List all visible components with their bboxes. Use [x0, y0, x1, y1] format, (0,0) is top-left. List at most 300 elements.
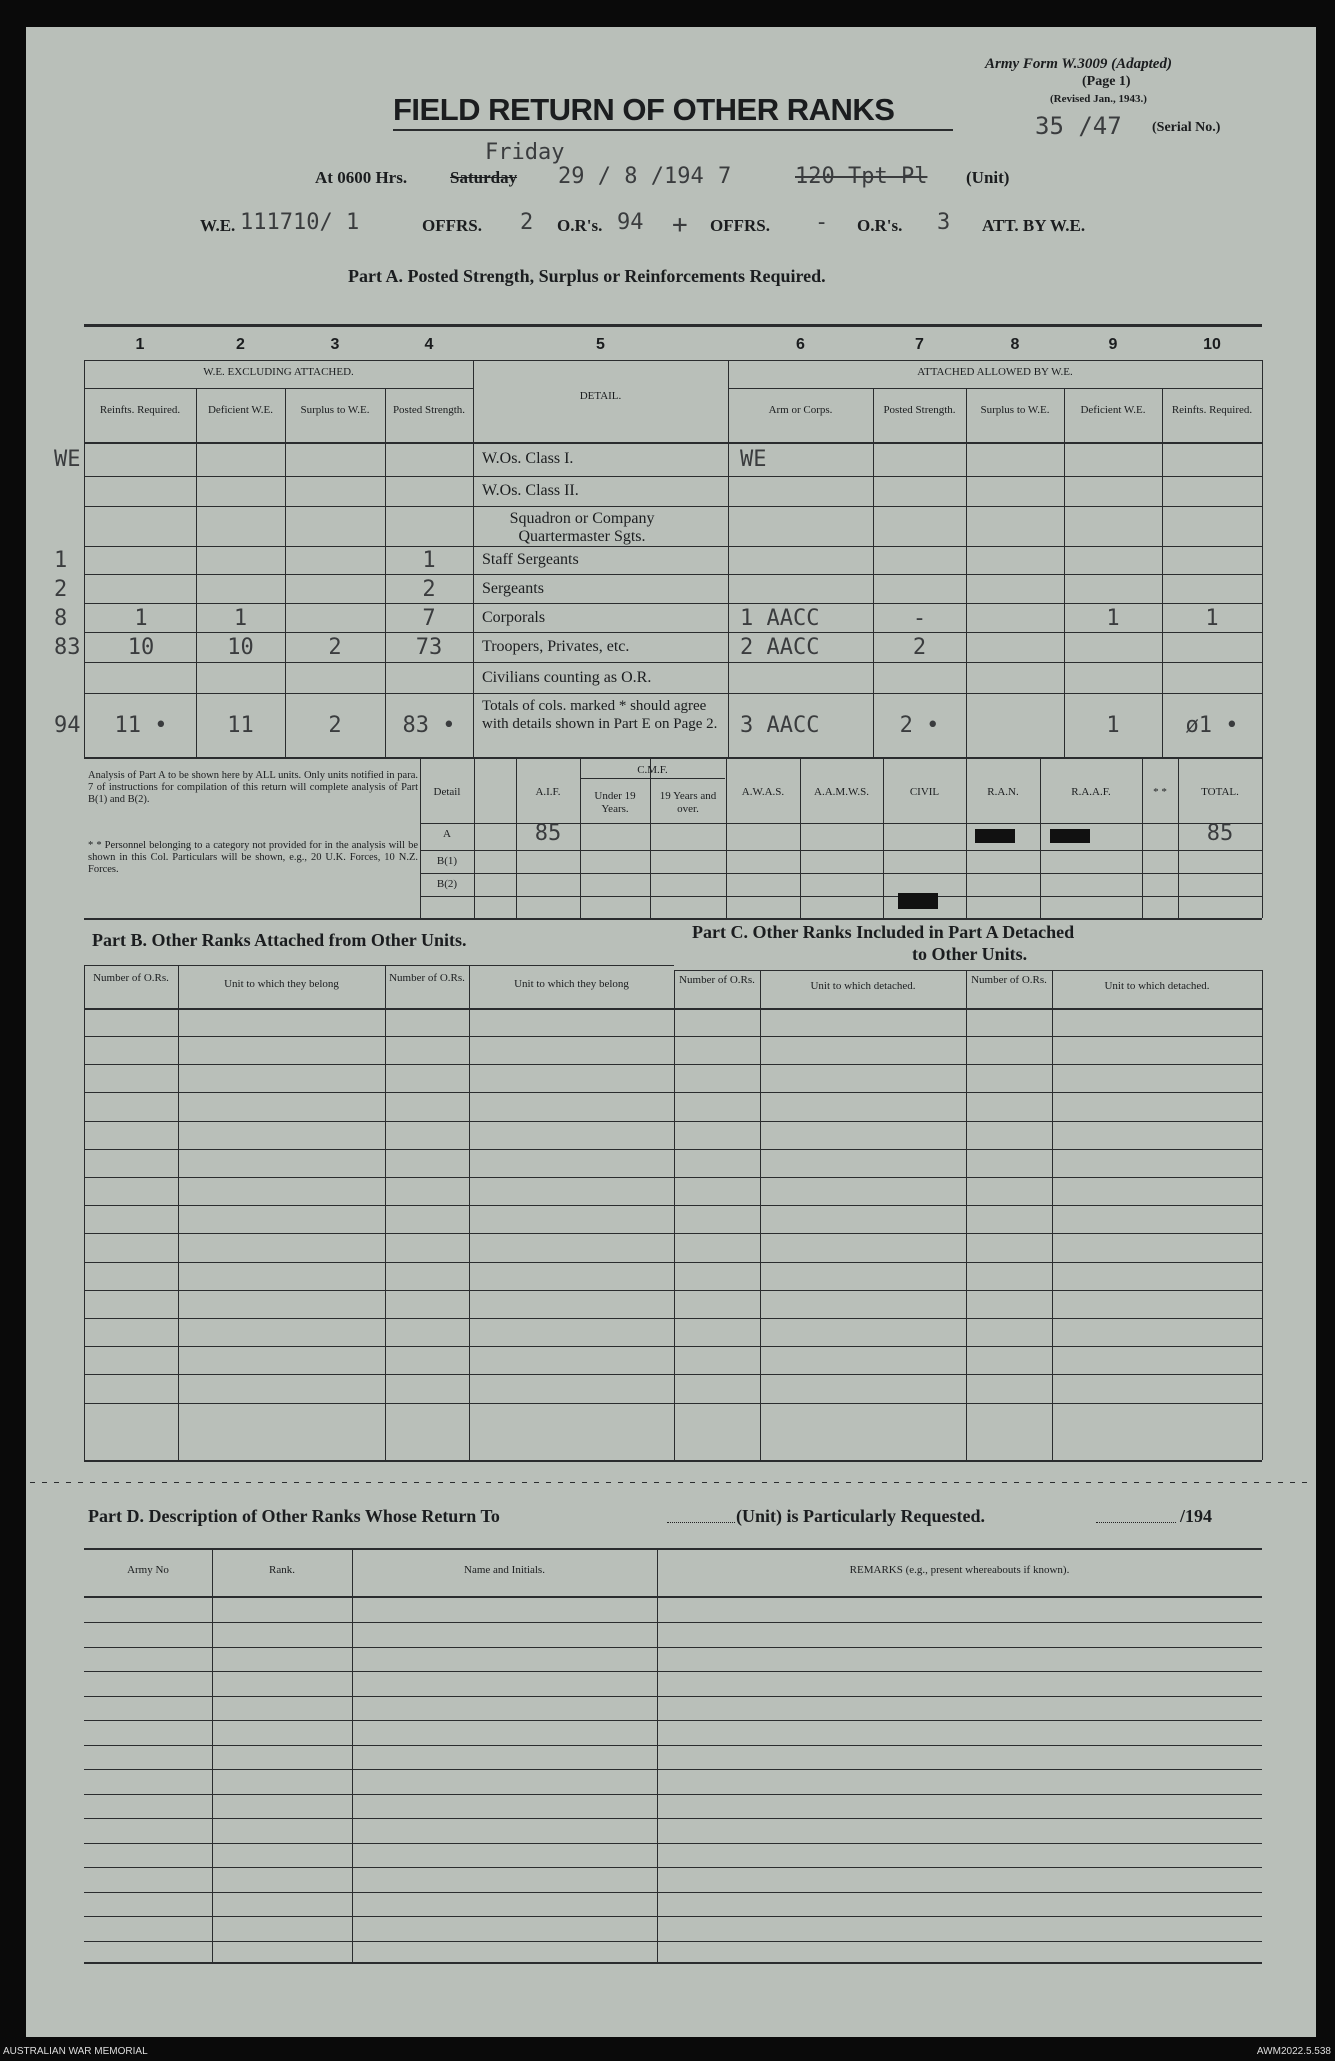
att-posted-cell: - — [912, 605, 927, 631]
posted-cell: 73 — [415, 635, 443, 660]
perforation-mark — [870, 1482, 875, 1483]
analysis-note: Analysis of Part A to be shown here by ALL units. Only units notified in para. 7 of instructions for compilation of this return will complete analysis of Part B(1) and B(2). — [88, 770, 418, 805]
group-header-attached: ATTACHED ALLOWED BY W.E. — [917, 366, 1073, 378]
column-rule — [1064, 388, 1065, 757]
perforation-mark — [582, 1482, 587, 1483]
detail-row-label: Troopers, Privates, etc. — [482, 638, 630, 655]
detail-row-label: Corporals — [482, 608, 546, 626]
revised-note: (Revised Jan., 1943.) — [1050, 93, 1147, 105]
part-bc-row-rule — [84, 1177, 1262, 1178]
column-number: 7 — [915, 336, 924, 353]
analysis-header: * * — [1153, 786, 1167, 798]
analysis-col-rule — [580, 757, 581, 918]
analysis-bottom-rule — [84, 918, 1262, 920]
part-d-header-rule — [84, 1596, 1262, 1598]
perforation-mark — [990, 1482, 995, 1483]
perforation-mark — [1206, 1482, 1211, 1483]
part-bc-col-rule — [674, 970, 675, 1460]
part-d-date: /194 — [1180, 1506, 1213, 1526]
we-total-cell: 83 — [54, 635, 81, 660]
page-title: FIELD RETURN OF OTHER RANKS — [393, 92, 895, 127]
perforation-mark — [774, 1482, 779, 1483]
part-c-title: Part C. Other Ranks Included in Part A Detached — [692, 922, 1075, 942]
perforation-mark — [174, 1482, 179, 1483]
att-posted-cell: 2 • — [899, 713, 940, 738]
part-bc-row-rule — [84, 1092, 1262, 1093]
att-reinfts-cell: ø1 • — [1185, 713, 1239, 738]
deficient-cell: 11 — [227, 713, 254, 738]
part-d-row-rule — [84, 1941, 1262, 1942]
perforation-mark — [810, 1482, 815, 1483]
column-number: 2 — [236, 336, 245, 353]
row-rule — [84, 693, 1262, 694]
perforation-mark — [54, 1482, 59, 1483]
analysis-col-rule — [726, 757, 727, 918]
part-b-title: Part B. Other Ranks Attached from Other Units. — [92, 930, 467, 950]
page-number: (Page 1) — [1082, 74, 1131, 89]
detail-row-label: W.Os. Class I. — [482, 450, 574, 467]
perforation-mark — [822, 1482, 827, 1483]
perforation-mark — [510, 1482, 515, 1483]
perforation-mark — [450, 1482, 455, 1483]
perforation-mark — [1254, 1482, 1259, 1483]
perforation-mark — [1026, 1482, 1031, 1483]
perforation-mark — [642, 1482, 647, 1483]
perforation-mark — [1050, 1482, 1055, 1483]
date-value: 29 / 8 /194 — [558, 164, 704, 189]
perforation-mark — [462, 1482, 467, 1483]
part-bc-row-rule — [84, 1233, 1262, 1234]
part-bc-col-rule — [1262, 970, 1263, 1460]
year-digit: 7 — [718, 164, 732, 189]
perforation-mark — [690, 1482, 695, 1483]
detail-left-rule — [473, 360, 474, 757]
part-d-header: Name and Initials. — [464, 1564, 545, 1576]
part-bc-col-rule — [385, 965, 386, 1460]
part-c-header: Unit to which detached. — [1104, 980, 1210, 992]
column-number: 8 — [1010, 336, 1020, 353]
column-header: Posted Strength. — [883, 404, 956, 416]
perforation-mark — [210, 1482, 215, 1483]
detail-right-rule — [728, 360, 729, 757]
we-total-cell: WE — [54, 447, 81, 472]
day-struck: Saturday — [450, 168, 518, 187]
part-d-row-rule — [84, 1818, 1262, 1819]
analysis-col-rule — [800, 757, 801, 918]
column-rule — [1162, 388, 1163, 757]
part-d-row-rule — [84, 1916, 1262, 1917]
we-total-cell: 2 — [54, 576, 68, 602]
analysis-row-rule — [420, 896, 1262, 897]
offrs2-value: - — [815, 210, 829, 235]
perforation-mark — [390, 1482, 395, 1483]
analysis-row-rule — [420, 850, 1262, 851]
arm-corps-cell: 2 AACC — [740, 635, 820, 660]
perforation-mark — [798, 1482, 803, 1483]
perforation-mark — [762, 1482, 767, 1483]
perforation-mark — [342, 1482, 347, 1483]
posted-cell: 83 • — [402, 713, 456, 738]
perforation-mark — [678, 1482, 683, 1483]
row-rule — [84, 476, 1262, 477]
row-rule — [84, 574, 1262, 575]
analysis-header: CIVIL — [909, 786, 940, 798]
detail-row-label: Staff Sergeants — [482, 551, 579, 568]
perforation-mark — [1098, 1482, 1103, 1483]
aif-value: 85 — [534, 821, 562, 846]
part-b-header: Number of O.Rs. — [93, 972, 169, 984]
analysis-header: Detail — [433, 786, 461, 798]
detail-row-label: Squadron or Company Quartermaster Sgts. — [509, 510, 655, 545]
analysis-header: A.A.M.W.S. — [814, 786, 869, 798]
perforation-mark — [858, 1482, 863, 1483]
part-bc-row-rule — [84, 1036, 1262, 1037]
column-header: Arm or Corps. — [768, 404, 833, 416]
part-bc-row-rule — [84, 1121, 1262, 1122]
form-reference: Army Form W.3009 (Adapted) — [985, 56, 1172, 72]
detail-row-label: Totals of cols. marked * should agree with details shown in Part E on Page 2. — [482, 698, 718, 732]
part-bc-row-rule — [84, 1064, 1262, 1065]
perforation-mark — [1134, 1482, 1139, 1483]
perforation-mark — [1122, 1482, 1127, 1483]
analysis-header: A.W.A.S. — [741, 786, 785, 798]
perforation-mark — [1062, 1482, 1067, 1483]
perforation-mark — [954, 1482, 959, 1483]
row-rule — [84, 603, 1262, 604]
perforation-mark — [1002, 1482, 1007, 1483]
analysis-col-rule — [1142, 757, 1143, 918]
unit-value: 120 Tpt Pl — [795, 164, 928, 189]
analysis-col-rule — [1040, 757, 1041, 918]
reinfts-cell: 10 — [127, 635, 155, 660]
perforation-mark — [486, 1482, 491, 1483]
personnel-note: * * Personnel belonging to a category not provided for in the analysis will be shown in this Col. Particulars will be shown, e.g., 20 U.K. Forces, 10 N.Z. Forces. — [88, 840, 418, 875]
perforation-mark — [1182, 1482, 1187, 1483]
perforation-mark — [1158, 1482, 1163, 1483]
part-a-number-rule — [84, 360, 1262, 361]
part-bc-col-rule — [1052, 970, 1053, 1460]
total-value: 85 — [1206, 821, 1234, 846]
part-c-title-2: to Other Units. — [912, 944, 1028, 964]
analysis-col-rule — [883, 757, 884, 918]
column-header: Surplus to W.E. — [980, 404, 1050, 416]
detail-row-label: Sergeants — [482, 579, 544, 597]
perforation-mark — [594, 1482, 599, 1483]
serial-number-label: (Serial No.) — [1152, 120, 1221, 135]
deficient-cell: 1 — [233, 605, 248, 631]
part-bc-row-rule — [84, 1318, 1262, 1319]
row-rule — [84, 662, 1262, 663]
perforation-mark — [162, 1482, 167, 1483]
perforation-mark — [366, 1482, 371, 1483]
part-bc-col-rule — [469, 965, 470, 1460]
perforation-mark — [1110, 1482, 1115, 1483]
part-d-header: Rank. — [269, 1564, 295, 1576]
surplus-cell: 2 — [328, 635, 342, 660]
part-a-bottom-rule — [84, 757, 1262, 759]
analysis-header: A.I.F. — [535, 786, 561, 798]
redaction-block — [975, 829, 1015, 843]
part-d-header: Army No — [127, 1564, 169, 1576]
part-d-col-rule — [212, 1548, 213, 1962]
column-number: 9 — [1108, 336, 1118, 353]
column-header: Reinfts. Required. — [1171, 404, 1253, 416]
part-d-row-rule — [84, 1867, 1262, 1868]
perforation-mark — [42, 1482, 47, 1483]
group-rule-left — [84, 388, 473, 389]
part-d-row-rule — [84, 1769, 1262, 1770]
detail-row-label: W.Os. Class II. — [482, 482, 579, 499]
analysis-row-label: A — [443, 828, 451, 840]
perforation-mark — [30, 1482, 35, 1483]
offrs2-label: OFFRS. — [710, 216, 770, 235]
perforation-mark — [1230, 1482, 1235, 1483]
arm-corps-cell: 1 AACC — [740, 605, 820, 631]
part-bc-row-rule — [84, 1403, 1262, 1404]
perforation-mark — [882, 1482, 887, 1483]
part-bc-col-rule — [966, 970, 967, 1460]
part-b-top-rule — [84, 965, 674, 966]
column-number: 1 — [135, 336, 145, 353]
perforation-mark — [978, 1482, 983, 1483]
part-c-top-rule — [674, 970, 1262, 971]
perforation-mark — [894, 1482, 899, 1483]
column-number: 3 — [330, 336, 340, 353]
perforation-mark — [942, 1482, 947, 1483]
perforation-mark — [402, 1482, 407, 1483]
part-bc-col-rule — [84, 965, 85, 1460]
part-bc-header-rule — [84, 1008, 1262, 1010]
analysis-header: TOTAL. — [1201, 786, 1239, 798]
att-reinfts-cell: 1 — [1205, 605, 1219, 631]
att-deficient-cell: 1 — [1106, 605, 1120, 631]
serial-number-value: 35 /47 — [1035, 112, 1122, 140]
perforation-mark — [318, 1482, 323, 1483]
header-bottom-rule — [84, 442, 1262, 444]
part-d-row-rule — [84, 1843, 1262, 1844]
perforation-mark — [738, 1482, 743, 1483]
perforation-mark — [426, 1482, 431, 1483]
we-total-cell: 1 — [54, 548, 68, 573]
perforation-mark — [306, 1482, 311, 1483]
perforation-mark — [1038, 1482, 1043, 1483]
perforation-mark — [1266, 1482, 1271, 1483]
perforation-mark — [966, 1482, 971, 1483]
part-d-header: REMARKS (e.g., present whereabouts if known). — [849, 1564, 1070, 1576]
part-d-row-rule — [84, 1696, 1262, 1697]
part-b-header: Unit to which they belong — [514, 978, 629, 990]
perforation-mark — [1074, 1482, 1079, 1483]
unit-label: (Unit) — [966, 168, 1010, 187]
perforation-mark — [498, 1482, 503, 1483]
column-rule — [966, 388, 967, 757]
day-handwritten: Friday — [485, 140, 565, 165]
left-rule — [84, 360, 85, 757]
surplus-cell: 2 — [328, 713, 342, 738]
part-b-header: Unit to which they belong — [224, 978, 339, 990]
att-deficient-cell: 1 — [1106, 713, 1120, 738]
perforation-mark — [414, 1482, 419, 1483]
perforation-mark — [474, 1482, 479, 1483]
perforation-mark — [714, 1482, 719, 1483]
analysis-row-rule — [420, 873, 1262, 874]
part-d-bottom-rule — [84, 1962, 1262, 1964]
row-rule — [84, 546, 1262, 547]
part-d-row-rule — [84, 1647, 1262, 1648]
part-d-col-rule — [657, 1548, 658, 1962]
perforation-mark — [1290, 1482, 1295, 1483]
column-rule — [873, 388, 874, 757]
perforation-mark — [78, 1482, 83, 1483]
perforation-mark — [378, 1482, 383, 1483]
part-bc-bottom-rule — [84, 1460, 1262, 1462]
offrs-value: 2 — [520, 210, 534, 235]
analysis-header: R.A.N. — [987, 786, 1019, 798]
ors-value: 94 — [617, 210, 644, 235]
perforation-mark — [522, 1482, 527, 1483]
part-d-row-rule — [84, 1892, 1262, 1893]
part-bc-col-rule — [178, 965, 179, 1460]
perforation-mark — [234, 1482, 239, 1483]
detail-row-label: Civilians counting as O.R. — [482, 668, 652, 686]
analysis-header: R.A.A.F. — [1071, 786, 1111, 798]
perforation-mark — [114, 1482, 119, 1483]
part-bc-row-rule — [84, 1149, 1262, 1150]
part-c-header: Unit to which detached. — [810, 980, 916, 992]
perforation-mark — [258, 1482, 263, 1483]
perforation-mark — [186, 1482, 191, 1483]
perforation-mark — [606, 1482, 611, 1483]
part-bc-row-rule — [84, 1205, 1262, 1206]
perforation-mark — [570, 1482, 575, 1483]
unit-blank-line[interactable] — [667, 1522, 735, 1523]
ors2-label: O.R's. — [857, 216, 903, 235]
column-rule — [285, 388, 286, 757]
perforation-mark — [222, 1482, 227, 1483]
perforation-mark — [918, 1482, 923, 1483]
arm-corps-cell: WE — [740, 447, 767, 472]
column-number: 10 — [1203, 336, 1221, 353]
part-a-top-rule — [84, 324, 1262, 327]
analysis-header: Under 19 Years. — [594, 790, 636, 815]
we-label: W.E. — [200, 216, 236, 235]
perforation-mark — [138, 1482, 143, 1483]
ors-label: O.R's. — [557, 216, 603, 235]
footer-source: AUSTRALIAN WAR MEMORIAL — [3, 2046, 148, 2057]
posted-cell: 1 — [422, 548, 436, 573]
perforation-mark — [1170, 1482, 1175, 1483]
attached-label: ATT. BY W.E. — [982, 216, 1086, 235]
part-d-col-rule — [352, 1548, 353, 1962]
perforation-mark — [246, 1482, 251, 1483]
form-page — [26, 27, 1316, 2037]
reinfts-cell: 11 • — [114, 713, 168, 738]
analysis-col-rule — [966, 757, 967, 918]
part-d-row-rule — [84, 1622, 1262, 1623]
analysis-row-label: B(1) — [436, 855, 458, 867]
perforation-mark — [726, 1482, 731, 1483]
part-bc-row-rule — [84, 1290, 1262, 1291]
perforation-mark — [834, 1482, 839, 1483]
redaction-block — [1050, 829, 1090, 843]
we-total-cell: 8 — [54, 605, 68, 631]
perforation-mark — [930, 1482, 935, 1483]
row-rule — [84, 506, 1262, 507]
column-header: Deficient W.E. — [207, 404, 274, 416]
perforation-mark — [786, 1482, 791, 1483]
perforation-mark — [354, 1482, 359, 1483]
column-header: Reinfts. Required. — [99, 404, 181, 416]
perforation-mark — [654, 1482, 659, 1483]
analysis-col-rule — [1262, 757, 1263, 918]
perforation-mark — [102, 1482, 107, 1483]
perforation-mark — [282, 1482, 287, 1483]
cmf-rule — [580, 778, 725, 779]
part-a-title: Part A. Posted Strength, Surplus or Reinforcements Required. — [348, 266, 826, 286]
perforation-mark — [666, 1482, 671, 1483]
perforation-mark — [702, 1482, 707, 1483]
plus-sign: + — [672, 210, 688, 240]
column-header: Posted Strength. — [392, 404, 466, 416]
column-rule — [196, 388, 197, 757]
part-d-row-rule — [84, 1794, 1262, 1795]
row-rule — [84, 632, 1262, 633]
posted-cell: 2 — [422, 576, 436, 602]
part-c-header: Number of O.Rs. — [971, 974, 1047, 986]
perforation-mark — [126, 1482, 131, 1483]
perforation-mark — [66, 1482, 71, 1483]
perforation-mark — [750, 1482, 755, 1483]
deficient-cell: 10 — [227, 635, 254, 660]
date-blank-line[interactable] — [1096, 1522, 1176, 1523]
perforation-mark — [1302, 1482, 1307, 1483]
perforation-mark — [1242, 1482, 1247, 1483]
perforation-mark — [1146, 1482, 1151, 1483]
perforation-mark — [618, 1482, 623, 1483]
part-d-top-rule — [84, 1548, 1262, 1550]
group-header-we-excl: W.E. EXCLUDING ATTACHED. — [203, 366, 354, 378]
part-bc-row-rule — [84, 1346, 1262, 1347]
perforation-mark — [330, 1482, 335, 1483]
perforation-mark — [150, 1482, 155, 1483]
perforation-mark — [438, 1482, 443, 1483]
analysis-header: C.M.F. — [637, 764, 668, 776]
perforation-mark — [90, 1482, 95, 1483]
perforation-mark — [1086, 1482, 1091, 1483]
att-posted-cell: 2 — [912, 635, 927, 660]
perforation-mark — [630, 1482, 635, 1483]
perforation-mark — [1194, 1482, 1199, 1483]
cmf-mid-rule — [650, 778, 651, 823]
arm-corps-cell: 3 AACC — [740, 713, 820, 738]
perforation-mark — [270, 1482, 275, 1483]
perforation-mark — [198, 1482, 203, 1483]
part-bc-row-rule — [84, 1374, 1262, 1375]
part-d-title: Part D. Description of Other Ranks Whose Return To — [88, 1506, 500, 1526]
perforation-mark — [1014, 1482, 1019, 1483]
perforation-mark — [294, 1482, 299, 1483]
footer-accession: AWM2022.5.538 — [1256, 2046, 1331, 2057]
analysis-col-rule — [474, 757, 475, 918]
offrs-label: OFFRS. — [422, 216, 482, 235]
perforation-mark — [846, 1482, 851, 1483]
part-bc-col-rule — [760, 970, 761, 1460]
part-d-row-rule — [84, 1671, 1262, 1672]
part-c-header: Number of O.Rs. — [679, 974, 755, 986]
we-total-cell: 94 — [54, 713, 81, 738]
part-d-row-rule — [84, 1720, 1262, 1721]
analysis-header: 19 Years and over. — [659, 790, 717, 815]
